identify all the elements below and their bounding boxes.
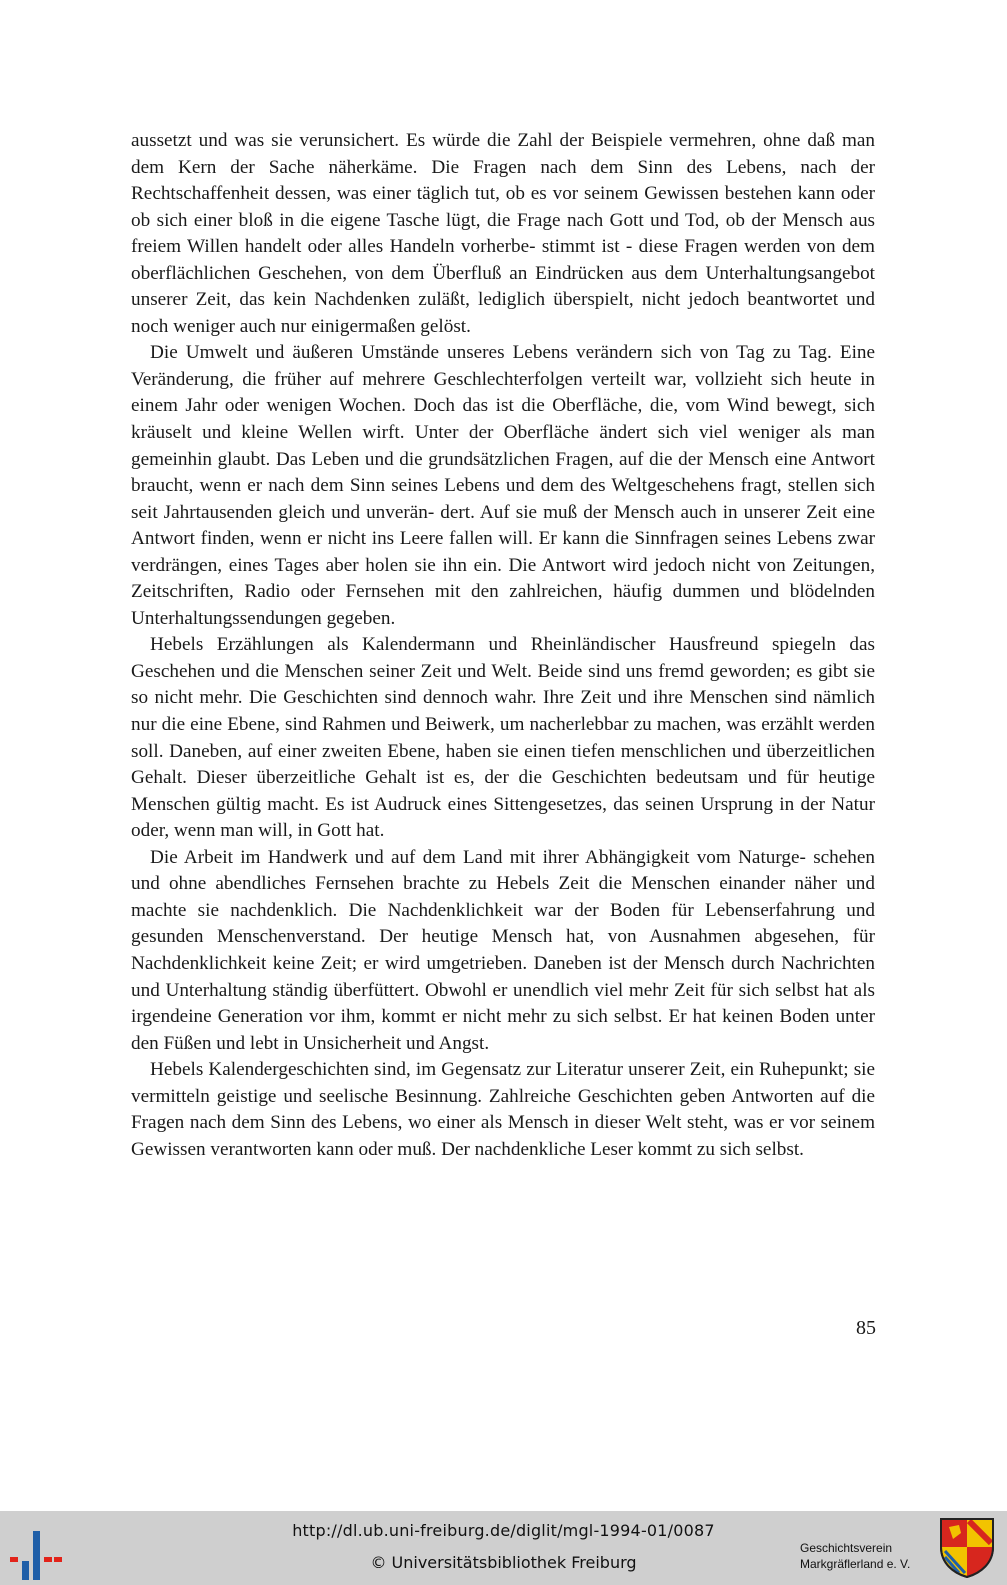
text-line: auf die der Mensch eine Antwort braucht, wenn er nach dem Sinn seines Lebens und [131,448,876,497]
text-line: aussetzt und was sie verunsichert. Es würde die Zahl der Beispiele vermehren, ohne [131,130,801,151]
text-line: gibt sie so nicht mehr. Die Geschichten sind dennoch wahr. Ihre Zeit und ihre Menschen [131,660,876,709]
text-line: dert. Auf sie muß der Mensch auch in unserer Zeit eine Antwort finden, wenn er nicht [131,501,876,550]
text-line: sich heute in einem Jahr oder wenigen Wochen. Doch das ist die Oberfläche, die, vom [131,368,876,417]
text-line: ins Leere fallen will. Er kann die Sinnfragen seines Lebens zwar verdrängen, eines [131,528,876,576]
paragraph [131,340,875,632]
text-line: der Rechtschaffenheit dessen, was einer täglich tut, ob es vor seinem Gewissen [131,156,876,205]
text-line: dem des Weltgeschehens fragt, stellen sich seit Jahrtausenden gleich und unverän- [131,475,876,523]
text-line: Die Arbeit im Handwerk und auf dem Land mit ihrer Abhängigkeit vom Naturge- [150,846,806,868]
text-line: lebt in Unsicherheit und Angst. [249,1032,490,1054]
paragraph [131,845,875,1057]
coat-of-arms-icon [939,1517,995,1579]
text-line: Ausnahmen abgesehen, für Nachdenklichkeit keine Zeit; er wird umgetrieben. [131,926,875,974]
text-line: Ruhepunkt; sie vermitteln geistige und seelische Besinnung. Zahlreiche Geschichten [131,1059,876,1107]
text-line: einander näher und machte sie nachdenklich. Die Nachdenklichkeit war der Boden [131,873,875,921]
text-line: Wind bewegt, sich kräuselt und kleine Wellen wirft. Unter der Oberfläche ändert sich [131,395,875,444]
footer-copyright: © Universitätsbibliothek Freiburg [370,1553,637,1572]
society-name-line-1: Geschichtsverein [800,1541,893,1555]
text-line: blödelnden Unterhaltungssendungen gegeben. [131,581,876,629]
text-line: stimmt ist - diese Fragen werden von dem oberflächlichen Geschehen, von dem [131,236,875,284]
text-line: tiefen menschlichen und überzeitlichen Gehalt. Dieser überzeitliche Gehalt ist es, der die [131,740,876,789]
paragraph [131,1057,875,1163]
society-name [800,1540,950,1572]
text-line: und Tod, ob der Mensch aus freiem Willen handelt oder alles Handeln vorherbe- [131,209,876,258]
text-line: Nachdenken zuläßt, lediglich überspielt, nicht jedoch beantwortet und noch weniger [131,289,876,337]
text-line: Tages aber holen sie ihn ein. Die Antwort wird jedoch nicht von Zeitungen, [274,554,875,576]
text-line: Obwohl er unendlich viel mehr Zeit für sich selbst hat als irgendeine Generation vor [131,979,875,1028]
text-line: für Lebenserfahrung und gesunden Menschenverstand. Der heutige Mensch hat, von [131,899,876,948]
paragraph [131,128,875,340]
text-line: schehen und ohne abendliches Fernsehen brachte zu Hebels Zeit die Menschen [131,846,876,895]
text-line: dieser Welt steht, was er vor seinem Gewissen verantworten kann oder muß. Der [131,1112,875,1160]
page-body-text [131,128,875,1163]
text-line: Geschichten bedeutsam und für heutige Menschen gültig macht. Es ist Audruck eines [131,767,875,815]
text-line: Daneben ist der Mensch durch Nachrichten und Unterhaltung ständig überfüttert. [131,952,875,1001]
footer-url-link[interactable]: http://dl.ub.uni-freiburg.de/diglit/mgl-1994-01/0087 [292,1521,715,1540]
text-line: Eine Veränderung, die früher auf mehrere Geschlechterfolgen verteilt war, vollzieht [131,342,876,390]
paragraph [131,632,875,844]
text-line: Sittengesetzes, das seinen Ursprung in der Natur oder, wenn man will, in Gott hat. [131,793,875,842]
text-line: Geschehen und die Menschen seiner Zeit und Welt. Beide sind uns fremd geworden; es [131,660,813,682]
text-line: ihm, kommt er nicht mehr zu sich selbst. Er hat keinen Boden unter den Füßen und [131,1006,875,1054]
society-name-line-2: Markgräflerland e. V. [800,1557,911,1571]
text-line: machen, was erzählt werden soll. Daneben, auf einer zweiten Ebene, haben sie einen [131,714,876,762]
text-line: Die Umwelt und äußeren Umstände unseres Lebens verändern sich von Tag zu Tag. [150,342,832,364]
text-line: auch nur einigermaßen gelöst. [239,315,471,337]
text-line: Hebels Kalendergeschichten sind, im Gegensatz zur Literatur unserer Zeit, ein [150,1059,754,1081]
text-line: daß man dem Kern der Sache näherkäme. Die Fragen nach dem Sinn des Lebens, nach [131,130,876,178]
text-line: geben Antworten auf die Fragen nach dem Sinn des Lebens, wo einer als Mensch in [131,1085,876,1134]
text-line: sind nämlich nur die eine Ebene, sind Rahmen und Beiwerk, um nacherlebbar zu [131,687,876,736]
page-number: 85 [856,1317,876,1339]
text-line: Zeitschriften, Radio oder Fernsehen mit den zahlreichen, häufig dummen und [131,581,780,603]
text-line: Überfluß an Eindrücken aus dem Unterhaltungsangebot unserer Zeit, das kein [131,262,876,311]
text-line: viel weniger als man gemeinhin glaubt. Das Leben und die grundsätzlichen Fragen, [131,422,876,470]
text-line: nachdenkliche Leser kommt zu sich selbst. [474,1138,804,1160]
footer-bar [0,1511,1007,1585]
text-line: bestehen kann oder ob sich einer bloß in die eigene Tasche lügt, die Frage nach Gott [131,183,875,231]
text-line: Hebels Erzählungen als Kalendermann und Rheinländischer Hausfreund spiegeln das [150,634,875,656]
